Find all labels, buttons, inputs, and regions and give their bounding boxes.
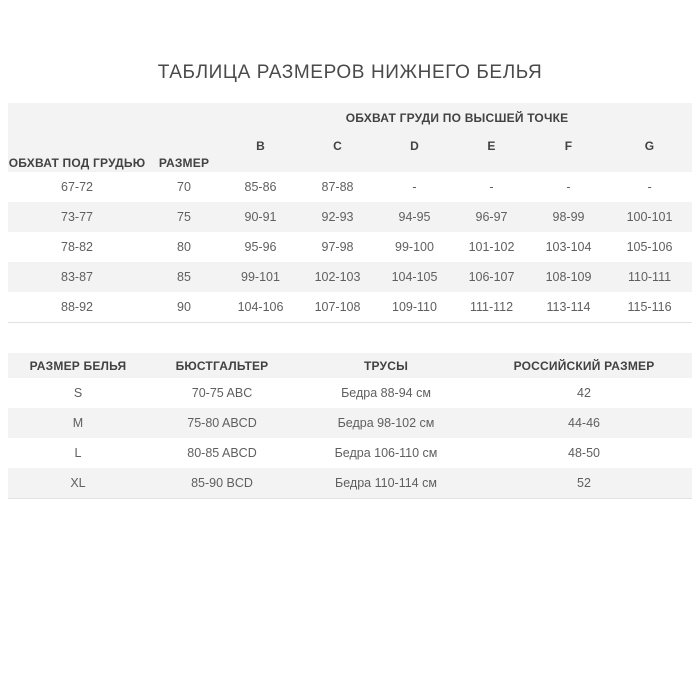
table-row [8, 292, 692, 322]
underbust-cell: 83-87 [61, 270, 93, 284]
underbust-cell: 88-92 [61, 299, 93, 314]
lingerie-size-column-header: РАЗМЕР БЕЛЬЯ [8, 353, 148, 378]
garment-size-table [8, 353, 692, 499]
table-row [8, 262, 692, 292]
cup-cell: 96-97 [475, 210, 508, 224]
cup-column-header-f: F [530, 133, 607, 172]
cup-cell: 107-108 [314, 299, 361, 314]
cup-cell: 99-100 [395, 240, 434, 254]
garment-table-body [8, 378, 692, 498]
cup-cell: 108-109 [545, 270, 592, 284]
header-row [8, 353, 692, 378]
cup-cell: - [647, 180, 652, 194]
bra-size-table [8, 103, 692, 323]
header-row-group [8, 103, 692, 133]
cup-group-header: ОБХВАТ ГРУДИ ПО ВЫСШЕЙ ТОЧКЕ [222, 103, 692, 133]
cup-column-header-g: G [607, 133, 692, 172]
cup-column-header-c: C [299, 133, 376, 172]
bra-size-table-body [8, 172, 692, 322]
cup-cell: 92-93 [321, 210, 354, 224]
russian-size-column-header: РОССИЙСКИЙ РАЗМЕР [476, 353, 692, 378]
cup-cell: 98-99 [552, 210, 585, 224]
garment-table-header [8, 353, 692, 378]
russian-size-cell: 48-50 [568, 446, 600, 460]
panties-cell: Бедра 98-102 см [337, 416, 435, 430]
cup-cell: 100-101 [626, 210, 673, 224]
table-row [8, 468, 692, 498]
panties-cell: Бедра 110-114 см [335, 475, 437, 490]
table-row [8, 378, 692, 408]
cup-cell: 90-91 [244, 210, 277, 224]
bra-cell: 85-90 BCD [191, 475, 253, 490]
russian-size-cell: 42 [577, 386, 591, 400]
table-row [8, 172, 692, 202]
cup-cell: 95-96 [244, 240, 277, 254]
table-row [8, 202, 692, 232]
cup-cell: 97-98 [321, 240, 354, 254]
bra-column-header: БЮСТГАЛЬТЕР [148, 353, 296, 378]
cup-cell: 101-102 [468, 240, 515, 254]
bra-cell: 75-80 ABCD [187, 416, 257, 430]
cup-column-header-e: E [453, 133, 530, 172]
size-column-header: РАЗМЕР [146, 103, 222, 172]
size-cell: 80 [177, 240, 191, 254]
cup-cell: 105-106 [626, 240, 673, 254]
panties-cell: Бедра 88-94 см [341, 386, 431, 400]
cup-cell: - [489, 180, 494, 194]
lingerie-size-cell: M [72, 416, 84, 430]
russian-size-cell: 44-46 [568, 416, 600, 430]
cup-cell: - [566, 180, 571, 194]
cup-cell: - [412, 180, 417, 194]
cup-cell: 102-103 [314, 270, 361, 284]
lingerie-size-cell: XL [70, 475, 86, 490]
table-row [8, 232, 692, 262]
cup-cell: 94-95 [398, 210, 431, 224]
page-title: ТАБЛИЦА РАЗМЕРОВ НИЖНЕГО БЕЛЬЯ [157, 62, 543, 83]
bra-cell: 70-75 ABC [191, 386, 253, 400]
cup-cell: 113-114 [546, 299, 591, 314]
size-cell: 75 [177, 210, 191, 224]
cup-cell: 110-111 [627, 270, 672, 284]
table-row [8, 438, 692, 468]
underbust-cell: 78-82 [61, 240, 93, 254]
cup-cell: 87-88 [321, 180, 354, 194]
cup-cell: 85-86 [244, 180, 277, 194]
size-cell: 90 [177, 299, 191, 314]
russian-size-cell: 52 [577, 475, 591, 490]
lingerie-size-cell: L [74, 446, 82, 460]
underbust-cell: 73-77 [61, 210, 93, 224]
cup-cell: 111-112 [469, 299, 514, 314]
table-row [8, 408, 692, 438]
cup-cell: 109-110 [392, 299, 437, 314]
cup-column-header-d: D [376, 133, 453, 172]
underbust-cell: 67-72 [61, 180, 93, 194]
cup-cell: 115-116 [627, 299, 672, 314]
cup-cell: 106-107 [468, 270, 515, 284]
bra-size-table-header [8, 103, 692, 172]
panties-cell: Бедра 106-110 см [334, 446, 438, 460]
cup-cell: 103-104 [545, 240, 592, 254]
cup-column-header-b: B [222, 133, 299, 172]
lingerie-size-cell: S [73, 386, 83, 400]
cup-cell: 99-101 [241, 270, 280, 284]
underbust-column-header: ОБХВАТ ПОД ГРУДЬЮ [8, 103, 146, 172]
size-cell: 70 [177, 180, 191, 194]
cup-cell: 104-106 [237, 299, 284, 314]
cup-cell: 104-105 [391, 270, 438, 284]
panties-column-header: ТРУСЫ [296, 353, 476, 378]
bra-cell: 80-85 ABCD [187, 446, 257, 460]
size-cell: 85 [177, 270, 191, 284]
